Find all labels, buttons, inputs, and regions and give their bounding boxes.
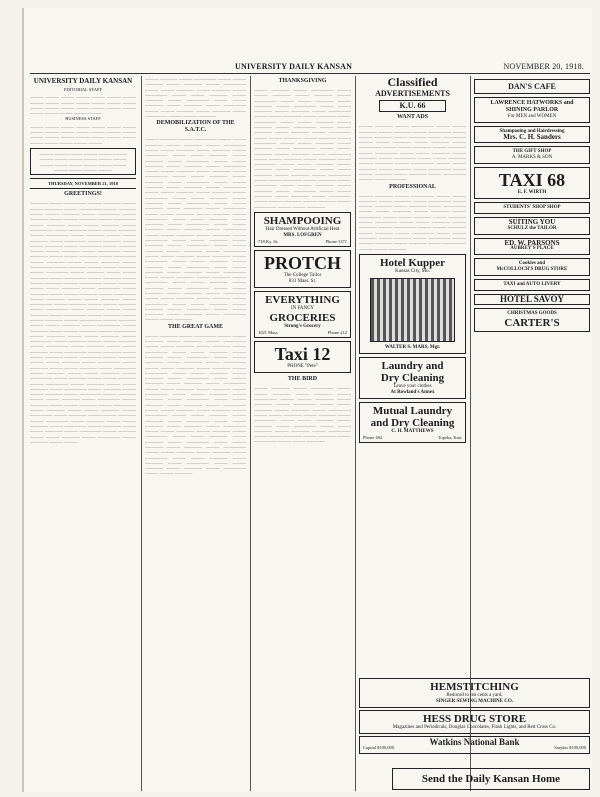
demob-heading: DEMOBILIZATION OF THE S.A.T.C. <box>156 120 235 134</box>
shampooing-phone: Phone 1371 <box>325 238 347 244</box>
hotel-name: Hotel Kupper <box>379 256 446 269</box>
classified-sub: ADVERTISEMENTS <box>375 89 450 98</box>
staff-listing: ——— ——— ——— ——— ——— ——— ——— ——— ——— ——— ——— ——— ——— ——— ——— ——— ——— ——— ——— ——— ——— ——— ——— ——— ——— ——— <box>30 94 136 116</box>
aubreys-name: AUBREY'S PLACE <box>510 245 554 251</box>
hotel-illustration <box>370 278 454 342</box>
hatworks-sub: For MEN and WOMEN <box>507 114 557 119</box>
taxi12-ad <box>254 341 351 373</box>
hotel-kupper-ad <box>359 254 466 354</box>
parsons-ad <box>474 238 590 255</box>
hemstitching-sub: Reduced to ten cents a yard. <box>446 693 503 698</box>
savoy-name: HOTEL SAVOY <box>500 293 564 304</box>
want-ads-body: ——— ———— ——— ————— ——— ——— ———— ——— ———— ——— ————— ——— ——— ———— ——— ———— ——— ————— ——— ——— ———— ——— ———— ——— ————— ——— ——— ———— ——— ———— ——— ————— ——— ——— ———— ——— ———— ——— ————— ——— ——— ———— ——— ———— ——— ————— ——— ——— ———— ——— ———— ——— ————— ——— ——— ———— ——— ———— ——— ————— ——— ——— ———— <box>359 123 466 182</box>
wide-ads <box>359 678 590 766</box>
send-kansan-ad <box>392 768 590 790</box>
page-masthead <box>30 62 590 74</box>
mccolloch-name: McCOLLOCH'S DRUG STORE <box>496 266 568 272</box>
taxi12-sub: PHONE "Pete" <box>287 364 318 370</box>
savoy-ad <box>474 294 590 305</box>
students-shop-name: STUDENTS' SHOP SHOP <box>503 205 561 211</box>
laundry-line1: Laundry and <box>381 359 444 372</box>
article-body: ——— ———— ——— ————— ——— ——— ———— ——— ———— ——— ————— ——— ——— ———— ——— ———— ——— ————— ——— ——— ———— ——— ———— ——— ————— ——— ——— ———— ——— ———— ——— ————— ——— ——— ———— ——— ———— ——— ————— ——— ——— ———— <box>145 76 246 119</box>
hemstitching-ad <box>359 678 590 708</box>
xmas-goods: CHRISTMAS GOODS <box>507 311 557 317</box>
hess-name: HESS DRUG STORE <box>422 713 527 725</box>
dans-cafe-name: DAN'S CAFE <box>508 82 556 91</box>
dans-cafe-ad <box>474 79 590 94</box>
jeweler-name: A. MARKS & SON <box>511 155 553 161</box>
professional-body: ——— ———— ——— ————— ——— ——— ———— ——— ———— ——— ————— ——— ——— ———— ——— ———— ——— ————— ——— ——— ———— ——— ———— ——— ————— ——— ——— ———— ——— ———— ——— ————— ——— ——— ———— ——— ———— ——— ————— ——— ——— ———— ——— ———— ——— ————— ——— ——— ———— ——— ———— ——— ————— ——— ——— ———— ——— ———— ——— ————— ——— ——— ———— <box>359 192 466 251</box>
protch-sub: The College Tailor <box>283 273 322 279</box>
business-listing: ——— ——— ——— ——— ——— ——— ——— ——— ——— ——— ——— ——— ——— ——— ——— ——— ——— ——— ——— ——— ——— ——— ——— ——— ——— ——— <box>30 123 136 145</box>
hemstitching-title: HEMSTITCHING <box>430 681 519 693</box>
date-line: THURSDAY, NOVEMBER 21, 1918 <box>47 181 119 187</box>
masthead-title: UNIVERSITY DAILY KANSAN <box>235 62 353 71</box>
protch-ad <box>254 250 351 288</box>
hatworks-name: LAWRENCE HATWORKS and SHINING PARLOR <box>490 100 574 113</box>
taxi68-owner: E. F. WIRTH <box>517 190 547 196</box>
column-2 <box>145 76 246 791</box>
thanksgiving-body: ——— ———— ——— ————— ——— ——— ———— ——— ———— ——— ————— ——— ——— ———— ——— ———— ——— ————— ——— ——— ———— ——— ———— ——— ————— ——— ——— ———— ——— ———— ——— ————— ——— ——— ———— ——— ———— ——— ————— ——— ——— ———— ——— ———— ——— ————— ——— ——— ———— ——— ———— ——— ————— ——— ——— ———— ——— ———— ——— ————— ——— ——— ———— ——— ———— ——— ————— ——— ——— ———— ——— ———— ——— ————— ——— ——— ———— ——— ———— ——— ————— ——— ——— ———— ——— ———— ——— ————— ——— ——— ———— ——— ———— ——— ————— ——— ——— ———— ——— ———— ——— ————— ——— ——— ———— ——— ———— ——— ————— ——— ——— ———— ——— ———— ——— ————— ——— ——— ———— <box>254 87 351 209</box>
masthead-date: NOVEMBER 20, 1918. <box>503 62 584 71</box>
students-shop-ad <box>474 202 590 214</box>
sanders-service: Shampooing and Hairdressing <box>499 129 565 134</box>
suiting-you: SUITING YOU <box>508 218 556 227</box>
singer-name: SINGER SEWING MACHINE CO. <box>436 699 513 704</box>
mutual-city: Topeka, Kan. <box>437 434 462 440</box>
schulz-name: SCHULZ the TAILOR <box>507 225 557 231</box>
business-heading: BUSINESS STAFF <box>65 116 101 122</box>
parsons-name: ED. W. PARSONS <box>504 238 560 247</box>
ku-box <box>379 100 446 112</box>
thanksgiving-heading: THANKSGIVING <box>278 78 327 84</box>
laundry-at: At Rowland's Annex <box>390 389 435 395</box>
divider <box>30 188 136 189</box>
sanders-name: Mrs. C. H. Sanders <box>503 133 561 141</box>
notice-box: ——— ——— ——— ——— ——— ——— ——— ——— ——— ——— ——— ——— ——— ——— ——— ——— ——— ——— ——— ——— ——— ——— <box>30 148 136 175</box>
want-ads-heading: WANT ADS <box>396 114 429 121</box>
shampooing-name: MRS. LOFGREN <box>283 232 322 238</box>
shampooing-ad <box>254 212 351 247</box>
sanders-ad <box>474 126 590 143</box>
grocery-ad <box>254 291 351 338</box>
hatworks-ad <box>474 97 590 123</box>
cookies-line: Cookies and <box>518 260 546 266</box>
watkins-name: Watkins National Bank <box>429 737 520 747</box>
watkins-surplus: Surplus $100,000 <box>554 745 586 750</box>
shampooing-address: 718 Ky. St. <box>258 238 279 244</box>
greetings-body: ———— ——— ————— ——— ———— ——— ——— ———— ——— ————— ——— ———— ——— ——— ———— ——— ————— ——— ———— ——— ——— ———— ——— ————— ——— ———— ——— ——— ———— ——— ————— ——— ———— ——— ——— ———— ——— ————— ——— ———— ——— ——— ———— ——— ————— ——— ———— ——— ——— ———— ——— ————— ——— ———— ——— ——— ———— ——— ————— ——— ———— ——— ——— ———— ——— ————— ——— ———— ——— ——— ———— ——— ————— ——— ———— ——— ——— ———— ——— ————— ——— ———— ——— ——— ———— ——— ————— ——— ———— ——— ——— ———— ——— ————— ——— ———— ——— ——— ———— ——— ————— ——— ———— ——— ——— ———— ——— ————— ——— ———— ——— ——— ———— ——— ————— ——— ———— ——— ——— ———— ——— ————— ——— ———— ——— ——— ———— ——— ————— ——— ———— ——— ——— ———— ——— ————— ——— ———— ——— ——— ———— ——— ————— ——— ———— ——— ——— ———— ——— ————— ——— ———— ——— ——— ———— ——— ————— ——— ———— ——— ——— ———— ——— ————— ——— ———— ——— ——— ———— ——— ————— ——— ———— ——— ——— ———— ——— ————— ——— ———— ——— ——— ———— ——— ————— ——— ———— ——— ——— ———— ——— ————— ——— ———— ——— ——— ———— ——— ————— ——— ———— ——— ——— ———— ——— ————— ——— ———— ——— ——— ———— ——— ————— ——— ———— ——— ——— ———— ——— ————— ——— ———— ——— ——— ———— ——— ————— ——— ———— ——— ——— ———— ——— ————— ——— ———— ——— ——— ———— ——— ————— ——— ———— ——— ——— ———— ——— ————— ——— ———— ——— ——— ———— ——— ————— ——— ———— ——— ——— ———— ——— ————— ——— ———— ——— ——— ———— ——— ————— ——— ———— ——— ——— <box>30 200 136 444</box>
taxi12-name: Taxi 12 <box>274 344 331 365</box>
greetings-heading: GREETINGS! <box>64 191 102 198</box>
carters-ad <box>474 308 590 332</box>
taxi-auto-name: TAXI and AUTO LIVERY <box>503 281 561 287</box>
carters-name: CARTER'S <box>504 317 560 330</box>
gift-shop-name: THE GIFT SHOP <box>512 149 552 155</box>
grocery-address: 1021 Mass <box>258 330 278 336</box>
taxi68-ad <box>474 167 590 199</box>
grocery-phone: Phone 212 <box>327 330 347 336</box>
divider <box>30 178 136 179</box>
mutual-name: C. H. MATTHEWS <box>391 428 434 434</box>
staff-heading: EDITORIAL STAFF <box>63 87 103 92</box>
watkins-capital: Capital $100,000 <box>363 745 394 750</box>
demob-body: ——— ———— ——— ————— ——— ——— ———— ——— ———— ——— ————— ——— ——— ———— ——— ———— ——— ————— ——— ——— ———— ——— ———— ——— ————— ——— ——— ———— ——— ———— ——— ————— ——— ——— ———— ——— ———— ——— ————— ——— ——— ———— ——— ———— ——— ————— ——— ——— ———— ——— ———— ——— ————— ——— ——— ———— ——— ———— ——— ————— ——— ——— ———— ——— ———— ——— ————— ——— ——— ———— ——— ———— ——— ————— ——— ——— ———— ——— ———— ——— ————— ——— ——— ———— ——— ———— ——— ————— ——— ——— ———— ——— ———— ——— ————— ——— ——— ———— ——— ———— ——— ————— ——— ——— ———— ——— ———— ——— ————— ——— ——— ———— ——— ———— ——— ————— ——— ——— ———— ——— ———— ——— ————— ——— ——— ———— ——— ———— ——— ————— ——— ——— ———— ——— ———— ——— ————— ——— ——— ———— ——— ———— ——— ————— ——— ——— ———— ——— ———— ——— ————— ——— ——— ———— ——— ———— ——— ————— ——— ——— ———— ——— ———— ——— ————— ——— ——— ———— ——— ———— ——— ————— ——— ——— ———— ——— ———— ——— ————— ——— ——— ———— <box>145 136 246 322</box>
paper-name: UNIVERSITY DAILY KANSAN <box>33 77 133 85</box>
mutual-line2: and Dry Cleaning <box>370 416 455 429</box>
mutual-line1: Mutual Laundry <box>372 404 453 417</box>
column-rule <box>250 76 251 791</box>
column-rule <box>355 76 356 791</box>
taxi-auto-ad <box>474 279 590 291</box>
send-kansan-text: Send the Daily Kansan Home <box>421 773 561 785</box>
schulz-ad <box>474 217 590 234</box>
protch-address: 831 Mass. St. <box>288 279 317 285</box>
hotel-owner: WALTER S. MARS, Mgr. <box>384 344 441 350</box>
protch-name: PROTCH <box>263 253 341 274</box>
game-body: ——— ———— ——— ————— ——— ——— ———— ——— ———— ——— ————— ——— ——— ———— ——— ———— ——— ————— ——— ——— ———— ——— ———— ——— ————— ——— ——— ———— ——— ———— ——— ————— ——— ——— ———— ——— ———— ——— ————— ——— ——— ———— ——— ———— ——— ————— ——— ——— ———— ——— ———— ——— ————— ——— ——— ———— ——— ———— ——— ————— ——— ——— ———— ——— ———— ——— ————— ——— ——— ———— ——— ———— ——— ————— ——— ——— ———— ——— ———— ——— ————— ——— ——— ———— ——— ———— ——— ————— ——— ——— ———— ——— ———— ——— ————— ——— ——— ———— ——— ———— ——— ————— ——— ——— ———— ——— ———— ——— ————— ——— ——— ———— ——— ———— ——— ————— ——— ——— ———— ——— ———— ——— ————— ——— ——— ———— ——— ———— ——— ————— ——— ——— ———— ——— ———— ——— ————— ——— ——— ———— <box>145 332 246 476</box>
laundry-call: Leave your clothes <box>393 383 432 389</box>
laundry-line2: Dry Cleaning <box>380 371 445 384</box>
column-5 <box>474 76 590 677</box>
professional-heading: PROFESSIONAL <box>389 183 436 190</box>
mutual-phone: Phone 482 <box>363 434 383 440</box>
hotel-city: Kansas City, Mo. <box>395 268 430 274</box>
column-rule <box>141 76 142 791</box>
grocery-line1: EVERYTHING <box>265 294 340 307</box>
game-heading: THE GREAT GAME <box>167 323 224 330</box>
bird-poem: ——— ———— ——— ————— ——— ——— ———— ——— ———— ——— ————— ——— ——— ———— ——— ———— ——— ————— ——— ——— ———— ——— ———— ——— ————— ——— ——— ———— ——— ———— ——— ————— ——— ——— ———— ——— ———— ——— ————— ——— ——— ———— ——— ———— ——— ————— ——— ——— ———— ——— ———— ——— ————— ——— ——— ———— <box>254 385 351 444</box>
mccolloch-ad <box>474 258 590 276</box>
shampooing-sub: Hair Dressed Without Artificial Heat <box>265 226 340 232</box>
hess-ad <box>359 710 590 734</box>
gift-shop-ad <box>474 146 590 164</box>
taxi68-name: TAXI 68 <box>498 170 566 191</box>
ku-phone: K.U. 66 <box>399 101 426 110</box>
classified-title: Classified <box>387 76 438 89</box>
column-3 <box>254 76 351 791</box>
watkins-ad <box>359 736 590 754</box>
bird-heading: THE BIRD <box>287 376 318 383</box>
grocery-name: Strong's Grocery <box>284 324 321 330</box>
shampooing-title: SHAMPOOING <box>263 214 342 227</box>
grocery-line3: GROCERIES <box>269 312 336 325</box>
column-1 <box>30 76 136 791</box>
mutual-laundry-ad <box>359 402 466 443</box>
hess-sub: Magazines and Periodicals, Douglas Chocolates, Flash Lights, and Red Cross Co. <box>392 725 557 730</box>
laundry-ad <box>359 357 466 399</box>
grocery-line2: IN FANCY <box>290 306 315 312</box>
